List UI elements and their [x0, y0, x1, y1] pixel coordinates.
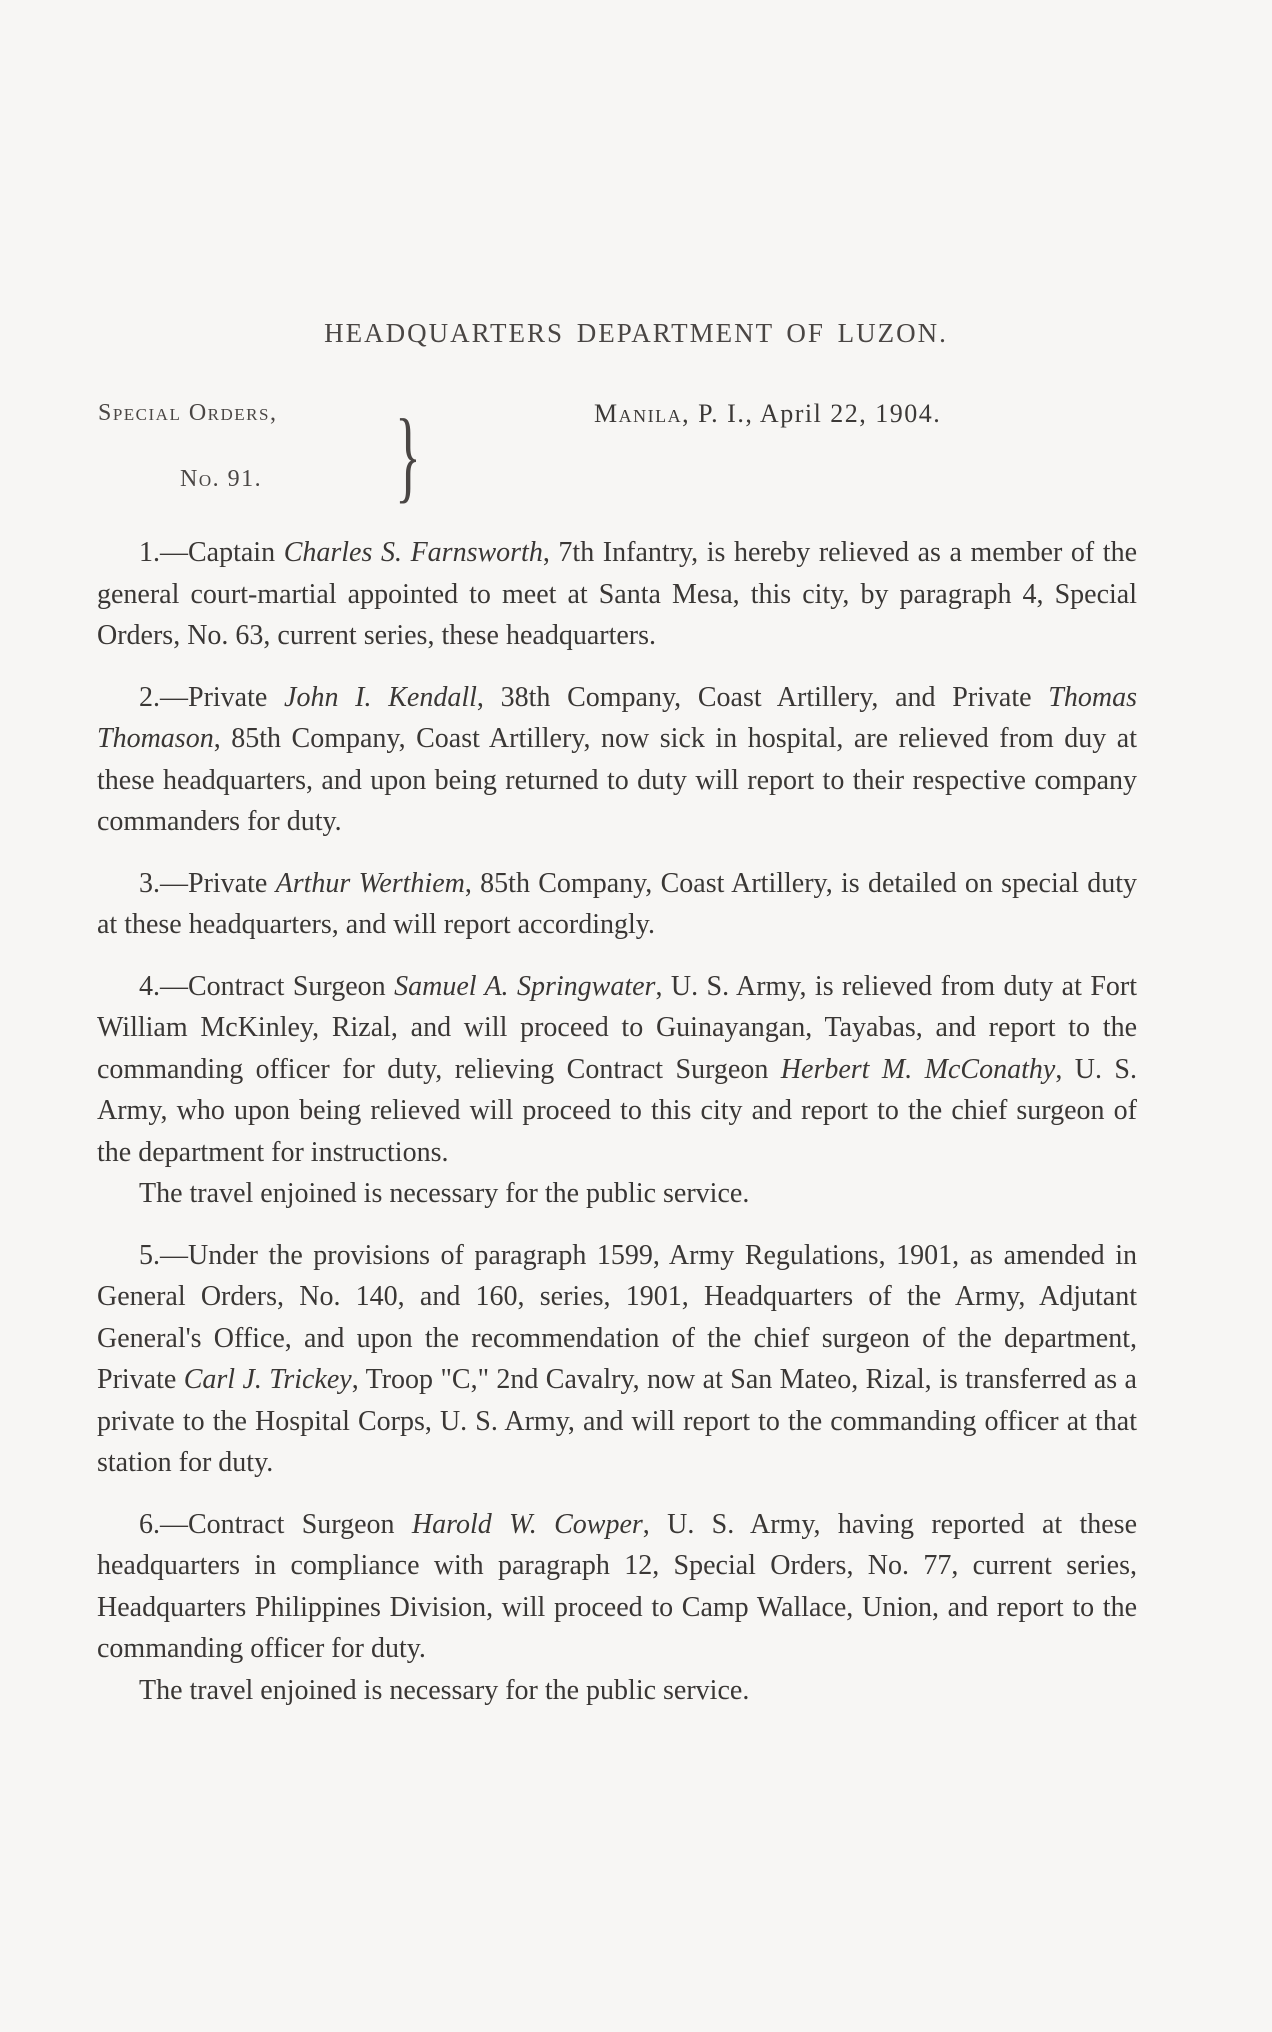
- paragraph-text: , 38th Company, Coast Artillery, and Private: [476, 681, 1049, 713]
- paragraph-2: [97, 677, 1137, 843]
- travel-note-6: The travel enjoined is necessary for the public service.: [139, 1674, 750, 1706]
- paragraph-text: , U. S. Army, having reported at these headquarters in compliance with paragraph 12, Special Orders, No. 77, current series, Headquarters Philippines Division, will proceed to Camp Wallace, Union, and report to the commanding officer for duty.: [97, 1508, 1137, 1664]
- special-orders-number: No. 91.: [180, 466, 263, 492]
- paragraph-text: 1.—Captain: [139, 537, 284, 568]
- person-name: Arthur Werthiem: [275, 867, 465, 899]
- person-name: Thomas Thomason: [97, 681, 1137, 754]
- person-name: Herbert M. McConathy: [780, 1053, 1056, 1085]
- orders-brace: }: [395, 398, 421, 513]
- dateline: [594, 399, 941, 429]
- paragraph-text: , U. S. Army, who upon being relieved will proceed to this city and report to the chief surgeon of the department for instructions.: [97, 1053, 1138, 1168]
- paragraph-5: [97, 1235, 1137, 1484]
- special-orders-label: Special Orders,: [98, 400, 278, 426]
- paragraph-text: 2.—Private: [139, 681, 285, 713]
- paragraph-text: 6.—Contract Surgeon: [139, 1508, 412, 1540]
- paragraph-text: , U. S. Army, is relieved from duty at Fort William McKinley, Rizal, and will proceed to Guinayangan, Tayabas, and report to the commanding officer for duty, relieving Contract Surgeon: [97, 970, 1137, 1085]
- person-name: Carl J. Trickey: [183, 1364, 352, 1395]
- travel-note-4: The travel enjoined is necessary for the public service.: [139, 1178, 750, 1209]
- paragraph-text: , 7th Infantry, is hereby relieved as a member of the general court-martial appointed to meet at Santa Mesa, this city, by paragraph 4, Special Orders, No. 63, current series, these headquarters.: [97, 537, 1137, 651]
- document-heading: HEADQUARTERS DEPARTMENT OF LUZON.: [324, 318, 948, 348]
- paragraph-4: [97, 966, 1137, 1174]
- paragraph-1: [97, 532, 1137, 657]
- person-name: Samuel A. Springwater: [394, 970, 656, 1002]
- paragraph-text: 5.—Under the provisions of paragraph 1599, Army Regulations, 1901, as amended in General Orders, No. 140, and 160, series, 1901, Headquarters of the Army, Adjutant General's Office, and upon the recommendation of the chief surgeon of the department, Private: [97, 1239, 1137, 1395]
- paragraph-text: 3.—Private: [139, 867, 276, 899]
- person-name: Charles S. Farnsworth: [283, 537, 543, 568]
- paragraph-text: , Troop "C," 2nd Cavalry, now at San Mateo, Rizal, is transferred as a private to the Hospital Corps, U. S. Army, and will report to the commanding officer at that station for duty.: [97, 1364, 1137, 1478]
- person-name: John I. Kendall: [284, 681, 477, 713]
- paragraph-text: 4.—Contract Surgeon: [139, 970, 395, 1002]
- dateline-place: Manila, P. I.,: [594, 399, 754, 428]
- paragraph-3: [97, 863, 1137, 946]
- paragraph-text: , 85th Company, Coast Artillery, is detailed on special duty at these headquarters, and will report accordingly.: [97, 867, 1137, 940]
- person-name: Harold W. Cowper: [411, 1508, 643, 1540]
- dateline-date: April 22, 1904.: [759, 399, 942, 428]
- paragraph-text: , 85th Company, Coast Artillery, now sick in hospital, are relieved from duy at these headquarters, and upon being returned to duty will report to their respective company commanders for duty.: [97, 723, 1137, 837]
- paragraph-6: [97, 1504, 1137, 1670]
- orders-body: [97, 532, 1137, 1731]
